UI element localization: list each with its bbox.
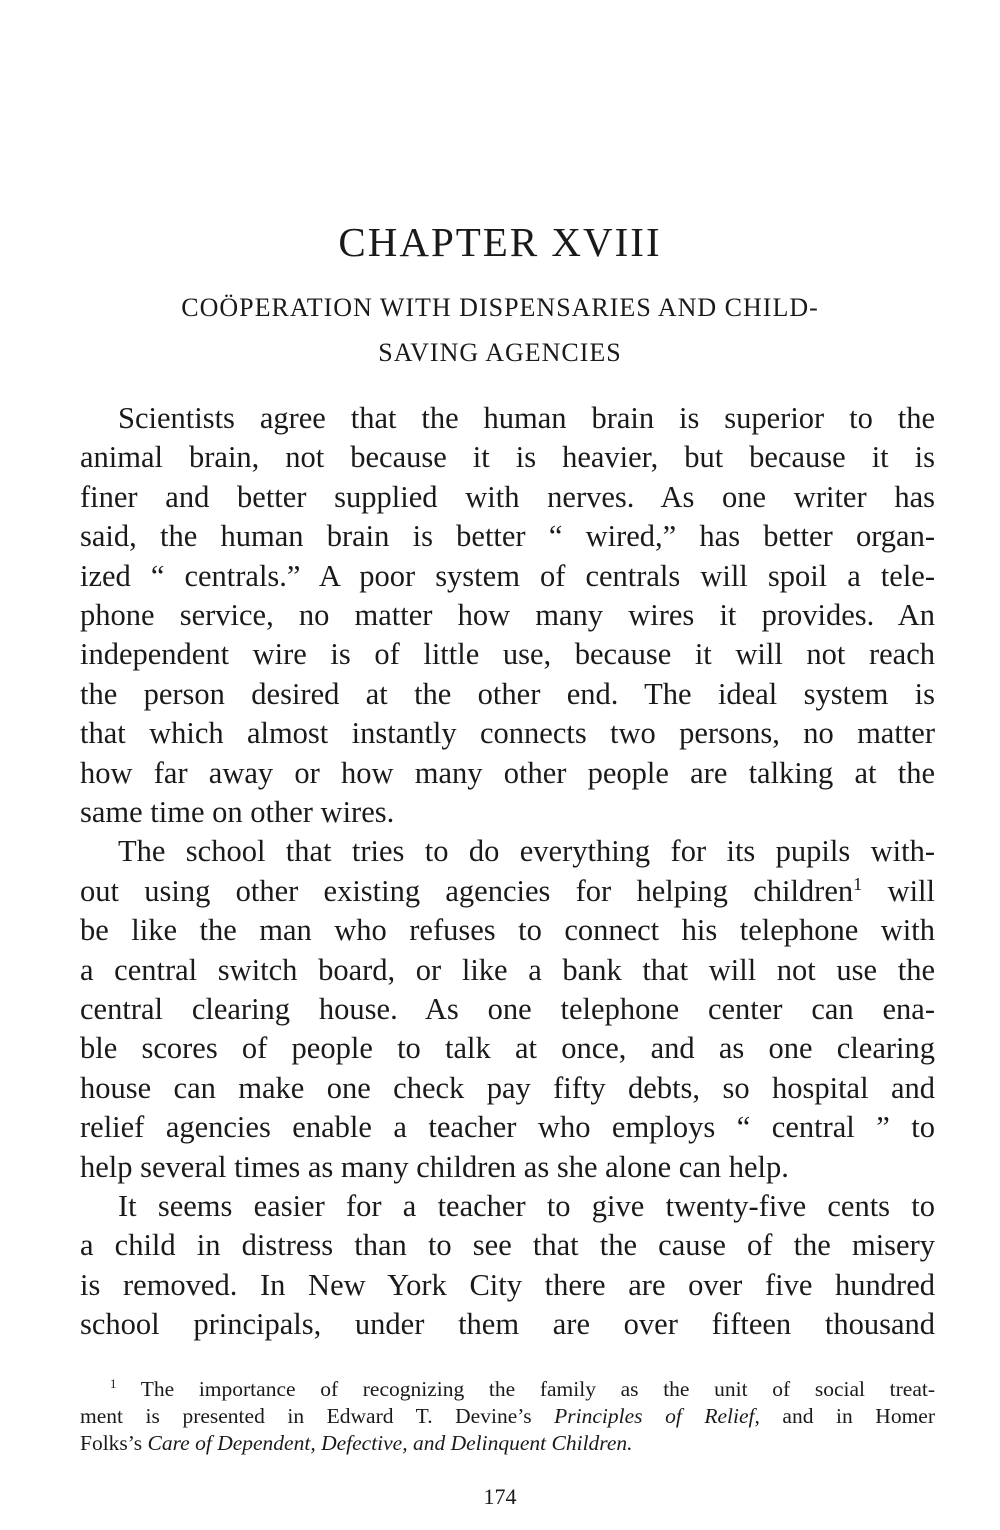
- body-line: [80, 991, 935, 1027]
- footnote-line: [80, 1403, 935, 1429]
- body-line-text: help several times as many children as she alone can help.: [80, 1149, 789, 1184]
- body-line-text: ized “ centrals.” A poor system of centrals will spoil a tele-: [80, 558, 935, 593]
- body-line-text: independent wire is of little use, because it will not reach: [80, 637, 935, 672]
- body-line-text: same time on other wires.: [80, 795, 395, 829]
- footnote-line: [110, 1376, 935, 1402]
- chapter-title: CHAPTER XVIII: [338, 219, 662, 265]
- body-line-text: out using other existing agencies for helping children: [80, 873, 854, 908]
- footnote-line: [80, 1430, 935, 1456]
- footnote-book-title: Care of Dependent, Defective, and Delinquent Children.: [147, 1431, 633, 1455]
- footnote-text: ment is presented in Edward T. Devine’s: [80, 1404, 555, 1428]
- body-line: [80, 1109, 935, 1145]
- chapter-subtitle-line-1: COÖPERATION WITH DISPENSARIES AND CHILD-: [181, 293, 819, 322]
- body-line: [80, 676, 935, 712]
- body-line: [80, 479, 935, 515]
- body-line-text: school principals, under them are over fifteen thousand: [80, 1307, 935, 1342]
- body-line-text: Scientists agree that the human brain is superior to the: [118, 401, 935, 435]
- body-line-text: phone service, no matter how many wires it provides. An: [80, 598, 935, 632]
- body-line: [80, 1267, 935, 1303]
- body-line-text: a child in distress than to see that the cause of the misery: [80, 1228, 935, 1263]
- body-line: [80, 1070, 935, 1106]
- body-line: [80, 715, 935, 751]
- footnote-reference[interactable]: 1: [853, 873, 863, 894]
- body-line: [80, 1227, 935, 1263]
- body-line-text: finer and better supplied with nerves. As one writer has: [80, 479, 935, 514]
- body-line: [80, 1306, 935, 1342]
- body-line-text: the person desired at the other end. The ideal system is: [80, 676, 935, 711]
- body-line: [118, 833, 935, 869]
- footnote-text: , and in Homer: [754, 1404, 936, 1428]
- body-line: [118, 1188, 935, 1224]
- body-line-text: It seems easier for a teacher to give twenty-five cents to: [118, 1189, 935, 1223]
- body-line-text: that which almost instantly connects two persons, no matter: [80, 716, 935, 751]
- footnote-text: The importance of recognizing the family as the unit of social treat-: [140, 1377, 935, 1401]
- footnote-marker: 1: [110, 1376, 117, 1391]
- footnote-text: Folks’s: [80, 1431, 148, 1455]
- body-line: [80, 597, 935, 633]
- body-line-text: The school that tries to do everything for its pupils with-: [118, 834, 935, 869]
- chapter-subtitle-line-2: SAVING AGENCIES: [378, 338, 622, 367]
- body-line-text: central clearing house. As one telephone center can ena-: [80, 992, 935, 1026]
- body-line-text: relief agencies enable a teacher who employs “ central ” to: [80, 1110, 935, 1145]
- body-line: [80, 1149, 935, 1185]
- body-line-text: house can make one check pay fifty debts, so hospital and: [80, 1070, 935, 1105]
- body-line-text: is removed. In New York City there are over five hundred: [80, 1267, 935, 1302]
- footnote-book-title: Principles of Relief: [554, 1404, 755, 1428]
- body-line: [80, 439, 935, 475]
- body-line-text: a central switch board, or like a bank that will not use the: [80, 952, 935, 987]
- body-line: [80, 636, 935, 672]
- body-line: [80, 952, 935, 988]
- body-line-text: how far away or how many other people are talking at the: [80, 755, 935, 790]
- body-line: [80, 1030, 935, 1066]
- body-line: [80, 558, 935, 594]
- body-line-text: said, the human brain is better “ wired,” has better organ-: [80, 519, 935, 554]
- body-line-text: animal brain, not because it is heavier, but because it is: [80, 440, 935, 475]
- body-line: [80, 518, 935, 554]
- body-line: [80, 794, 935, 830]
- body-line-text: be like the man who refuses to connect his telephone with: [80, 913, 935, 948]
- body-line-text: will: [862, 873, 935, 908]
- body-line-text: ble scores of people to talk at once, and as one clearing: [80, 1031, 935, 1066]
- body-line: [80, 873, 935, 909]
- page-number: 174: [483, 1484, 517, 1509]
- body-line: [80, 912, 935, 948]
- body-line: [118, 400, 935, 436]
- body-line: [80, 755, 935, 791]
